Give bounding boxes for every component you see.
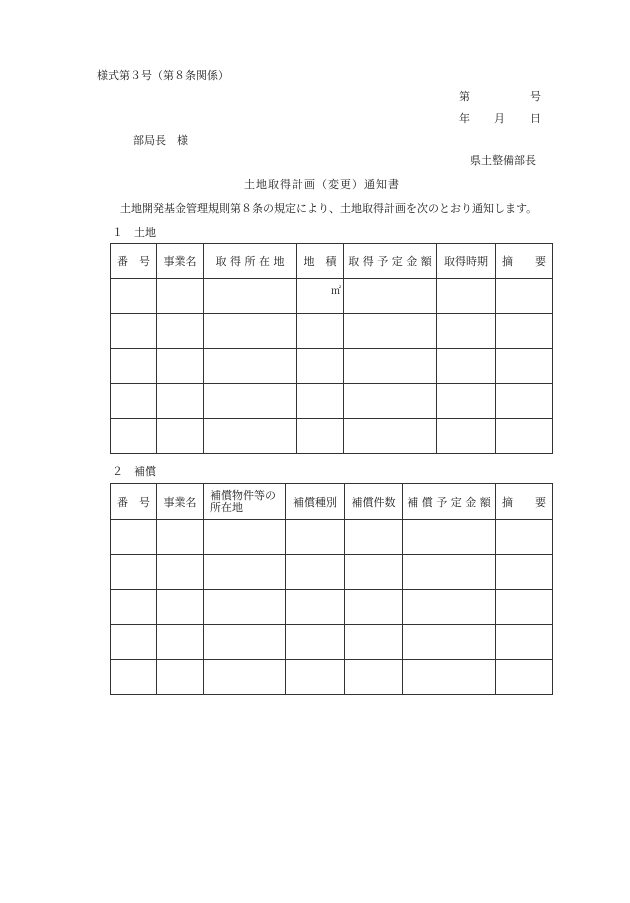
sender: 県土整備部長 <box>470 154 536 167</box>
header-cell: 摘 要 <box>496 244 553 279</box>
header-cell: 摘 要 <box>496 484 553 520</box>
number-dai: 第 <box>459 90 470 103</box>
section2-heading: ２ 補償 <box>112 465 156 478</box>
header-cell: 地 積 <box>297 244 344 279</box>
header-cell: 取 得 所 在 地 <box>204 244 297 279</box>
land-header-row <box>111 244 553 279</box>
header-cell: 取 得 予 定 金 額 <box>344 244 437 279</box>
document-title: 土地取得計画（変更）通知書 <box>244 178 400 191</box>
table-row <box>111 419 553 454</box>
table-row <box>111 555 553 590</box>
table-row <box>111 660 553 695</box>
table-cell <box>437 279 496 314</box>
header-cell: 番 号 <box>111 484 157 520</box>
compensation-header-row <box>111 484 553 520</box>
date-year: 年 <box>459 112 470 125</box>
date-month: 月 <box>494 112 505 125</box>
addressee: 部局長 様 <box>133 134 188 147</box>
area-unit: ㎡ <box>331 285 341 297</box>
number-go: 号 <box>530 90 541 103</box>
header-cell: 番 号 <box>111 244 157 279</box>
header-cell: 補 償 予 定 金 額 <box>403 484 496 520</box>
table-cell <box>111 279 157 314</box>
table-cell <box>297 279 344 314</box>
header-cell: 事業名 <box>157 244 204 279</box>
header-cell: 補償物件等の所在地 <box>204 484 286 520</box>
table-cell <box>496 279 553 314</box>
header-cell: 補償件数 <box>345 484 403 520</box>
form-label: 様式第３号（第８条関係） <box>97 69 229 82</box>
table-cell <box>157 279 204 314</box>
table-row <box>111 279 553 314</box>
table-cell <box>344 279 437 314</box>
table-cell <box>204 279 297 314</box>
header-cell: 事業名 <box>157 484 204 520</box>
land-table <box>110 243 553 454</box>
table-row <box>111 520 553 555</box>
section1-heading: １ 土地 <box>112 226 156 239</box>
table-row <box>111 314 553 349</box>
table-row <box>111 590 553 625</box>
body-text: 土地開発基金管理規則第８条の規定により、土地取得計画を次のとおり通知します。 <box>120 202 538 215</box>
compensation-table <box>110 483 553 695</box>
table-row <box>111 625 553 660</box>
header-cell: 補償種別 <box>286 484 345 520</box>
header-cell: 取得時期 <box>437 244 496 279</box>
table-row <box>111 384 553 419</box>
date-day: 日 <box>530 112 541 125</box>
table-row <box>111 349 553 384</box>
